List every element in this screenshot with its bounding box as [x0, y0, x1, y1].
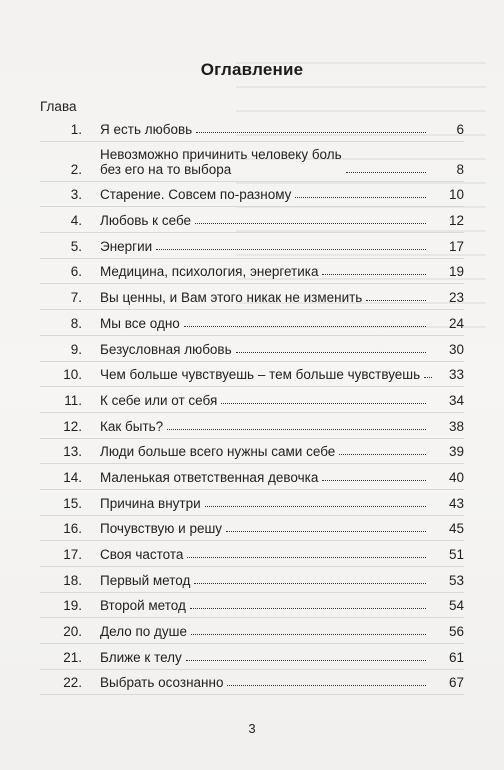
chapter-title-cell [82, 547, 430, 566]
page-number: 23 [448, 290, 464, 306]
chapter-title-cell [82, 147, 430, 181]
page-number: 34 [448, 392, 464, 408]
chapter-title [100, 393, 217, 408]
chapter-title-cell [82, 624, 430, 643]
page-number: 38 [448, 418, 464, 434]
dot-leader [186, 659, 426, 661]
toc-entry [40, 207, 464, 233]
chapter-title-line: Медицина, психология, энергетика [100, 264, 319, 280]
chapter-title-cell [82, 650, 430, 669]
chapter-title-cell [82, 122, 430, 141]
chapter-title-line: Энергии [100, 238, 153, 254]
chapter-title [100, 239, 152, 254]
page-number: 61 [448, 649, 464, 665]
chapter-title [100, 547, 183, 562]
chapter-title-line: Дело по душе [100, 624, 188, 640]
chapter-title-cell [82, 675, 430, 694]
chapter-title-cell [82, 290, 430, 309]
dot-leader [221, 402, 426, 404]
dot-leader [205, 505, 426, 507]
chapter-number: 11. [64, 392, 82, 408]
chapter-number: 21. [63, 649, 82, 665]
page-number: 17 [448, 238, 464, 254]
chapter-number: 17. [63, 547, 82, 562]
chapter-title [100, 573, 190, 588]
chapter-number: 18. [63, 572, 82, 588]
chapter-title [100, 624, 187, 639]
chapter-number: 8. [70, 315, 82, 331]
chapter-number: 2. [70, 161, 82, 177]
dot-leader [236, 351, 426, 353]
toc-entry [40, 618, 464, 644]
chapter-title [100, 444, 335, 459]
chapter-title-cell [82, 419, 430, 438]
chapter-title-line: Первый метод [100, 572, 191, 588]
chapter-title-cell [82, 470, 430, 489]
chapter-title [100, 122, 192, 137]
chapter-title-line: Мы все одно [100, 315, 180, 331]
chapter-number: 16. [63, 521, 82, 537]
chapter-title-cell [82, 598, 430, 617]
dot-leader [322, 273, 426, 275]
chapter-number: 9. [70, 341, 82, 357]
chapter-title-cell [82, 496, 430, 515]
page-number: 53 [448, 572, 464, 588]
page-number: 19 [448, 264, 464, 280]
chapter-title-cell [82, 444, 430, 463]
dot-leader [226, 530, 426, 532]
chapter-title-cell [82, 342, 430, 361]
chapter-number: 14. [63, 469, 82, 485]
chapter-title-line: без его на то выбора [100, 161, 232, 177]
chapter-title-line: Безусловная любовь [100, 341, 232, 357]
chapter-number: 15. [63, 495, 82, 511]
page-number: 24 [448, 315, 464, 331]
toc-entry [40, 516, 464, 542]
chapter-number: 7. [70, 290, 82, 306]
chapter-title [100, 264, 318, 279]
chapter-title-line: Своя частота [100, 547, 184, 562]
dot-leader [191, 633, 426, 635]
chapter-title [100, 367, 420, 382]
chapter-title-cell [82, 573, 430, 592]
toc-entry [40, 387, 464, 413]
chapter-title [100, 419, 163, 434]
dot-leader [184, 325, 426, 327]
chapter-title [100, 147, 342, 177]
chapter-title-line: Люди больше всего нужны сами себе [100, 444, 336, 460]
chapter-title-line: Я есть любовь [100, 121, 193, 137]
toc-entry [40, 413, 464, 439]
page-number: 10 [448, 187, 464, 203]
toc-entry [40, 233, 464, 259]
chapter-title-line: Причина внутри [100, 495, 201, 511]
chapter-number: 22. [63, 675, 82, 691]
chapter-title-cell [82, 264, 430, 283]
dot-leader [194, 582, 426, 584]
chapter-title [100, 187, 291, 202]
chapter-title-cell [82, 213, 430, 232]
page-number: 40 [448, 469, 464, 485]
page-number: 6 [456, 121, 464, 137]
toc-entry [40, 644, 464, 670]
chapter-title-line: Старение. Совсем по-разному [100, 187, 292, 203]
chapter-title [100, 650, 182, 665]
toc-entry [40, 336, 464, 362]
chapter-title [100, 598, 186, 613]
page-number: 8 [456, 161, 464, 177]
page-number: 33 [448, 367, 464, 383]
chapter-number: 5. [70, 238, 82, 254]
page-number: 51 [448, 547, 464, 562]
column-header-chapter: Глава [40, 99, 77, 114]
table-of-contents [40, 116, 464, 695]
toc-entry [40, 541, 464, 567]
page-number: 39 [448, 444, 464, 460]
page-number: 12 [448, 213, 464, 229]
dot-leader [339, 453, 426, 455]
chapter-title-line: Чем больше чувствуешь – тем больше чувствуешь [100, 367, 421, 383]
dot-leader [366, 299, 426, 301]
page-number: 30 [448, 341, 464, 357]
chapter-title-line: Ближе к телу [100, 649, 182, 665]
page-number: 54 [448, 598, 464, 614]
dot-leader [227, 684, 426, 686]
page-title: Оглавление [200, 60, 304, 79]
chapter-number: 19. [63, 598, 82, 614]
page-number: 67 [448, 675, 464, 691]
toc-entry [40, 142, 464, 182]
chapter-number: 20. [63, 624, 82, 640]
toc-entry [40, 490, 464, 516]
chapter-title-cell [82, 393, 430, 412]
chapter-title-line: К себе или от себя [100, 392, 218, 408]
toc-entry [40, 670, 464, 696]
toc-entry [40, 284, 464, 310]
chapter-number: 3. [70, 187, 82, 203]
toc-entry [40, 182, 464, 208]
dot-leader [167, 428, 426, 430]
dot-leader [156, 248, 426, 250]
chapter-number: 1. [70, 121, 82, 137]
toc-entry [40, 439, 464, 465]
toc-entry [40, 362, 464, 388]
dot-leader [196, 131, 426, 133]
chapter-title-line: Вы ценны, и Вам этого никак не изменить [100, 290, 363, 306]
chapter-number: 10. [63, 367, 82, 383]
chapter-title-line: Выбрать осознанно [100, 675, 224, 691]
page-number: 56 [448, 624, 464, 640]
chapter-title-line: Невозможно причинить человеку боль [100, 146, 342, 162]
chapter-title-line: Почувствую и решу [100, 521, 223, 537]
page-number: 43 [448, 495, 464, 511]
chapter-title-line: Любовь к себе [100, 213, 192, 229]
chapter-title [100, 470, 318, 485]
chapter-number: 13. [63, 444, 82, 460]
chapter-number: 6. [70, 264, 82, 280]
chapter-title-cell [82, 367, 430, 386]
chapter-title [100, 521, 222, 536]
toc-entry [40, 464, 464, 490]
dot-leader [322, 479, 426, 481]
toc-entry [40, 593, 464, 619]
dot-leader [190, 607, 426, 609]
chapter-title [100, 290, 362, 305]
page-number: 45 [448, 521, 464, 537]
chapter-number: 12. [63, 418, 82, 434]
chapter-title-cell [82, 187, 430, 206]
dot-leader [295, 196, 426, 198]
chapter-title [100, 342, 232, 357]
chapter-title-cell [82, 316, 430, 335]
dot-leader [346, 171, 426, 173]
chapter-title-cell [82, 521, 430, 540]
toc-entry [40, 567, 464, 593]
dot-leader [187, 556, 426, 558]
toc-entry [40, 259, 464, 285]
chapter-number: 4. [70, 213, 82, 229]
chapter-title-line: Маленькая ответственная девочка [100, 469, 319, 485]
chapter-title-cell [82, 239, 430, 258]
toc-entry [40, 310, 464, 336]
page-folio: 3 [248, 721, 256, 736]
chapter-title [100, 496, 201, 511]
chapter-title-line: Как быть? [100, 418, 164, 434]
chapter-title [100, 316, 180, 331]
dot-leader [195, 222, 426, 224]
chapter-title-line: Второй метод [100, 598, 186, 614]
chapter-title [100, 675, 223, 690]
toc-entry [40, 116, 464, 142]
chapter-title [100, 213, 191, 228]
